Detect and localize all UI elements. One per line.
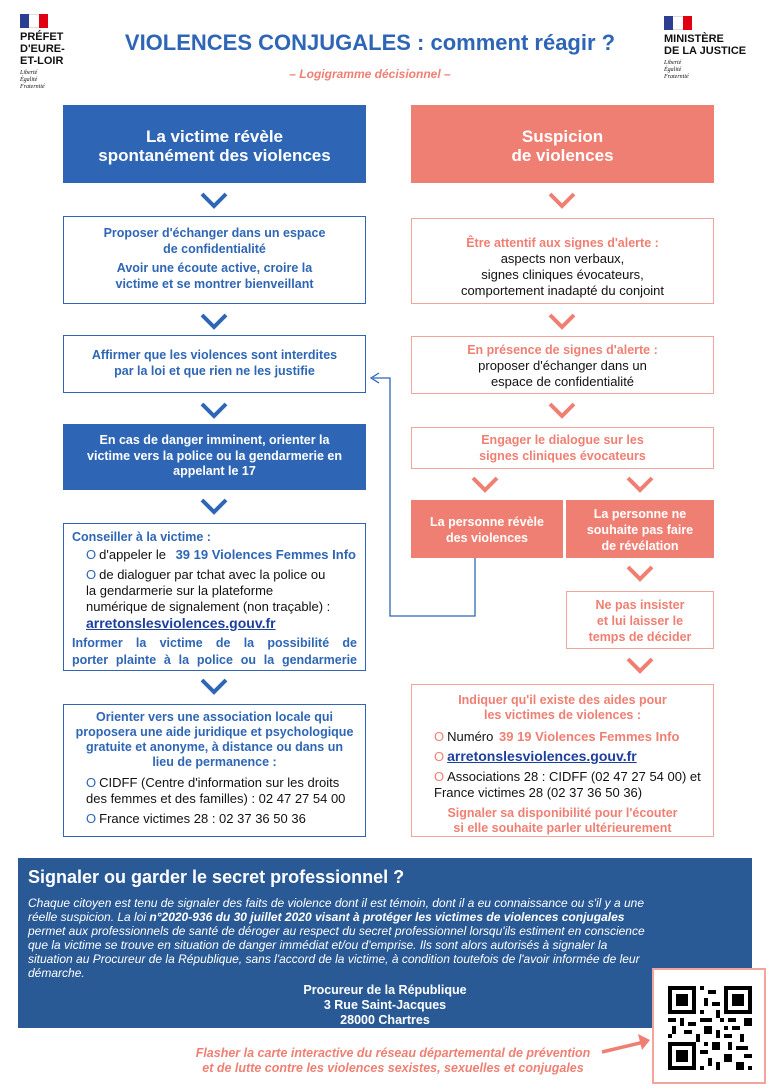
prefet-logo: PRÉFET D'EURE- ET-LOIR Liberté Égalité Fraternité bbox=[20, 14, 90, 94]
left-box-advise: Conseiller à la victime : O d'appeler le 39 19 Violences Femmes Info O de dialoguer par tchat avec la police ou la gendarmerie sur la plateforme numérique de signalement (non traçable) : arretonslesviolences.gouv.fr Informer la victime de la possibilité de porter plainte à la police ou la gendarmerie bbox=[63, 523, 366, 671]
chevron-down-icon bbox=[547, 307, 577, 337]
chevron-down-icon bbox=[470, 470, 500, 500]
chevron-down-icon bbox=[199, 396, 229, 426]
arrow-right-icon bbox=[600, 1030, 652, 1060]
justice-logo: MINISTÈRE DE LA JUSTICE Liberté Égalité Fraternité bbox=[664, 16, 754, 86]
left-box-danger: En cas de danger imminent, orienter la victime vers la police ou la gendarmerie en appelant le 17 bbox=[63, 424, 366, 490]
left-box-affirm: Affirmer que les violences sont interdites par la loi et que rien ne les justifie bbox=[63, 335, 366, 393]
chevron-down-icon bbox=[199, 186, 229, 216]
split-reveals: La personne révèle des violences bbox=[411, 500, 563, 558]
chevron-down-icon bbox=[625, 651, 655, 681]
chevron-down-icon bbox=[547, 396, 577, 426]
ring-bullet-icon: O bbox=[86, 567, 97, 582]
chevron-down-icon bbox=[199, 307, 229, 337]
ring-bullet-icon: O bbox=[86, 775, 97, 790]
flash-caption: Flasher la carte interactive du réseau départemental de prévention et de lutte contre les violences sexistes, sexuelles et conjugales bbox=[195, 1046, 591, 1075]
ring-bullet-icon: O bbox=[86, 811, 97, 826]
qr-code-icon bbox=[668, 986, 752, 1070]
left-header: La victime révèle spontanément des violences bbox=[63, 105, 366, 183]
secret-title: Signaler ou garder le secret professionnel ? bbox=[28, 867, 405, 887]
left-box-association: Orienter vers une association locale qui proposera une aide juridique et psychologique gratuite et anonyme, à distance ou dans un lieu de permanence : O CIDFF (Centre d'information sur les droits des femmes et des familles) : 02 47 27 54 00 O France victimes 28 : 02 37 36 50 36 bbox=[63, 704, 366, 837]
left-box-confidentiality: Proposer d'échanger dans un espace de confidentialité Avoir une écoute active, croire la victime et se montrer bienveillant bbox=[63, 216, 366, 304]
chevron-down-icon bbox=[625, 470, 655, 500]
ring-bullet-icon: O bbox=[434, 729, 445, 744]
link-arretonslesviolences[interactable]: arretonslesviolences.gouv.fr bbox=[86, 615, 276, 631]
right-box-dialogue: Engager le dialogue sur les signes cliniques évocateurs bbox=[411, 427, 714, 469]
ring-bullet-icon: O bbox=[434, 749, 445, 764]
link-arretonslesviolences[interactable]: arretonslesviolences.gouv.fr bbox=[447, 748, 637, 764]
right-box-presence: En présence de signes d'alerte : proposer d'échanger dans un espace de confidentialité bbox=[411, 336, 714, 394]
right-box-dont-insist: Ne pas insister et lui laisser le temps de décider bbox=[566, 591, 714, 649]
secret-panel: Signaler ou garder le secret professionnel ? Chaque citoyen est tenu de signaler des faits de violence dont il est témoin, dont il a eu connaissance ou s'il y a une réelle suspicion. La loi n°2020-936 du 30 juillet 2020 visant à protéger les victimes de violences conjugales permet aux professionnels de santé de déroger au respect du secret professionnel lorsqu'ils estiment en conscience que la victime se trouve en situation de danger immédiat et/ou d'emprise. Ils sont alors autorisés à signaler la situation au Procureur de la République, sans l'accord de la victime, à condition toutefois de l'avoir informée de leur démarche. Procureur de la République 3 Rue Saint-Jacques 28000 Chartres bbox=[18, 858, 752, 1028]
qr-code-frame[interactable] bbox=[652, 968, 766, 1084]
split-no-revelation: La personne ne souhaite pas faire de révélation bbox=[566, 500, 714, 558]
connector-arrow bbox=[365, 370, 485, 620]
right-box-help: Indiquer qu'il existe des aides pour les victimes de violences : O Numéro 39 19 Violences Femmes Info O arretonslesviolences.gouv.fr O Associations 28 : CIDFF (02 47 27 54 00) et France victimes 28 (02 37 36 50 36) Signaler sa disponibilité pour l'écouter si elle souhaite parler ultérieurement bbox=[411, 684, 714, 837]
marianne-flag-icon bbox=[664, 16, 692, 30]
chevron-down-icon bbox=[199, 672, 229, 702]
ring-bullet-icon: O bbox=[434, 769, 445, 784]
marianne-flag-icon bbox=[20, 14, 48, 28]
right-box-signs: Être attentif aux signes d'alerte : aspects non verbaux, signes cliniques évocateurs, comportement inadapté du conjoint bbox=[411, 218, 714, 304]
right-header: Suspicion de violences bbox=[411, 105, 714, 183]
chevron-down-icon bbox=[625, 559, 655, 589]
page-title: VIOLENCES CONJUGALES : comment réagir ? bbox=[124, 30, 616, 55]
ring-bullet-icon: O bbox=[86, 547, 97, 562]
page-subtitle: – Logigramme décisionnel – bbox=[289, 67, 451, 81]
chevron-down-icon bbox=[199, 492, 229, 522]
chevron-down-icon bbox=[547, 186, 577, 216]
